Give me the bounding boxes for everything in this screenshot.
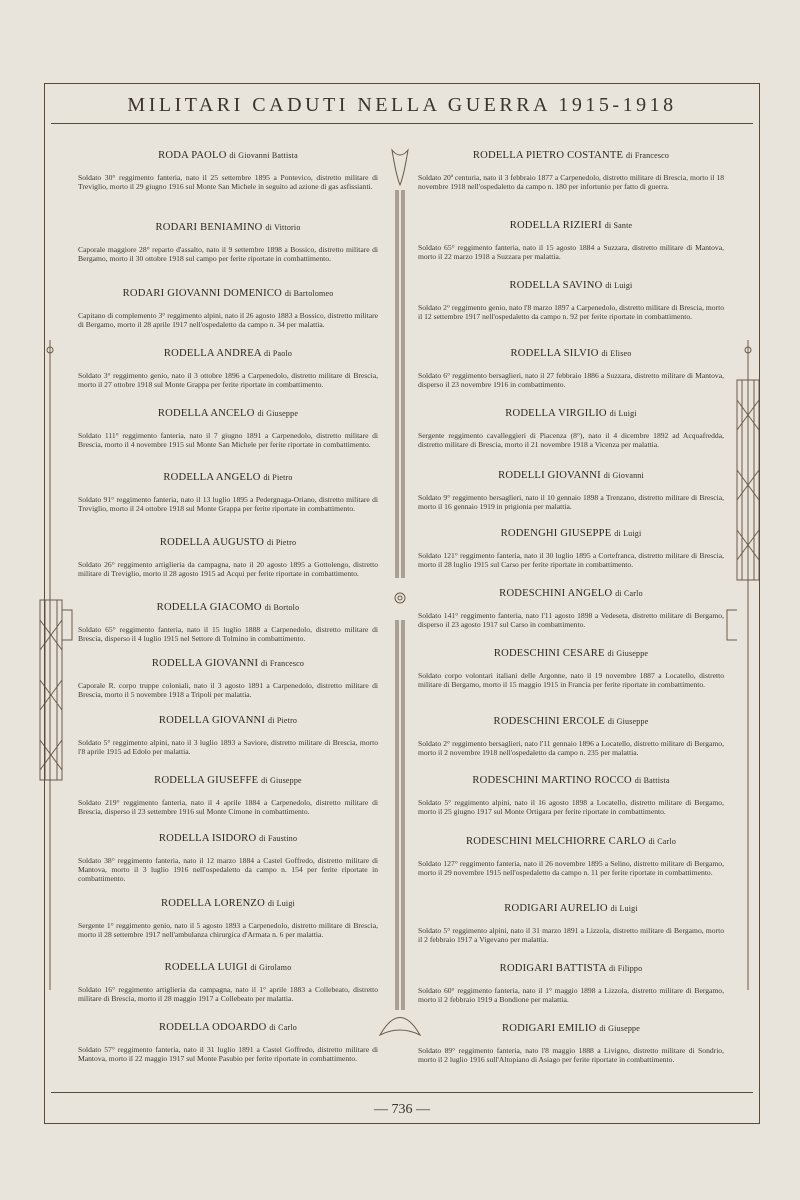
entry-text: Capitano di complemento 3° reggimento alpini, nato il 26 agosto 1883 a Bossico, distretto militare di Bergamo, morto il 28 aprile 1917 nell'ospedaletto da campo n. 34 per malattia. [78,311,378,330]
page-number: — 736 — [374,1102,430,1117]
entry-text: Caporale R. corpo truppe coloniali, nato il 3 agosto 1891 a Carpenedolo, distretto militare di Brescia, morto il 5 novembre 1918 a Tripoli per malattia. [78,681,378,700]
entry-name: RODESCHINI CESARE di Giuseppe [493,648,649,659]
list-item [78,288,378,329]
entry-name: RODELLA GIUSEFFE di Giuseppe [154,775,302,786]
entry-text: Soldato 91° reggimento fanteria, nato il 13 luglio 1895 a Pedergnaga-Oriano, distretto militare di Treviglio, morto il 24 ottobre 1918 sul Monte Grappa per ferite riportate in combattimento. [78,495,378,514]
entry-text: Soldato 16° reggimento artiglieria da campagna, nato il 1° aprile 1883 a Collebeato, distretto militare di Brescia, morto il 28 maggio 1917 a Collebeato per malattia. [78,985,378,1004]
footer-divider [51,1092,753,1093]
page-title: MILITARI CADUTI NELLA GUERRA 1915-1918 [127,94,677,116]
entry-name: RODELLA GIOVANNI di Pietro [158,715,298,726]
list-item [78,348,378,389]
list-item [78,1022,378,1063]
entry-name: RODARI GIOVANNI DOMENICO di Bartolomeo [122,288,334,299]
entry-text: Soldato corpo volontari italiani delle Argonne, nato il 19 novembre 1887 a Locatello, distretto militare di Bergamo, morto il 15 maggio 1915 in Francia per ferite riportate in combattimento. [418,671,724,690]
entry-text: Soldato 5° reggimento alpini, nato il 16 agosto 1898 a Locatello, distretto militare di Bergamo, morto il 25 giugno 1917 sul Monte Ortigara per ferite riportate in combattimento. [418,798,724,817]
list-item [418,836,724,877]
entry-name: RODELLA GIACOMO di Bortolo [156,602,300,613]
entry-name: RODELLA LUIGI di Girolamo [164,962,292,973]
entry-text: Soldato 2° reggimento bersaglieri, nato l'11 gennaio 1896 a Locatello, distretto militare di Bergamo, morto il 2 novembre 1918 nell'ospedaletto da campo n. 235 per malattia. [418,739,724,758]
entry-name: RODIGARI BATTISTA di Filippo [499,963,643,974]
list-item [78,658,378,699]
entry-name: RODESCHINI MARTINO ROCCO di Battista [472,775,670,786]
list-item [78,472,378,513]
entry-name: RODELLA GIOVANNI di Francesco [151,658,305,669]
entry-text: Soldato 141° reggimento fanteria, nato l'11 agosto 1898 a Vedeseta, distretto militare di Bergamo, disperso il 23 agosto 1917 sul Carso in combattimento. [418,611,724,630]
entry-text: Soldato 57° reggimento fanteria, nato il 31 luglio 1891 a Castel Goffredo, distretto militare di Mantova, morto il 22 maggio 1917 sul Monte Pasubio per ferite riportate in combattimento. [78,1045,378,1064]
list-item [418,588,724,629]
title-divider [51,123,753,124]
entry-name: RODELLA LORENZO di Luigi [161,898,295,909]
entry-name: RODELLA AUGUSTO di Pietro [159,537,297,548]
list-item [418,220,724,261]
entry-text: Soldato 89° reggimento fanteria, nato l'8 maggio 1888 a Livigno, distretto militare di Sondrio, morto il 2 luglio 1916 sull'Altopiano di Asiago per ferite riportate in combattimento. [418,1046,724,1065]
entry-name: RODELLA ANGELO di Pietro [163,472,293,483]
list-item [418,348,724,389]
entry-text: Soldato 9° reggimento bersaglieri, nato il 10 gennaio 1898 a Trenzano, distretto militare di Brescia, morto il 16 gennaio 1919 in prigionia per malattia. [418,493,724,512]
entry-name: RODARI BENIAMINO di Vittorio [155,222,301,233]
entry-name: RODELLA RIZIERI di Sante [509,220,633,231]
entry-text: Soldato 20ª centuria, nato il 3 febbraio 1877 a Carpenedolo, distretto militare di Brescia, morto il 18 novembre 1918 nell'ospedaletto da campo n. 180 per infortunio per fatto di guerra. [418,173,724,192]
entry-text: Soldato 38° reggimento fanteria, nato il 12 marzo 1884 a Castel Goffredo, distretto militare di Mantova, morto il 3 luglio 1916 nell'ospedaletto da campo n. 154 per ferite riportate in combattimento. [78,856,378,884]
entry-name: RODIGARI EMILIO di Giuseppe [501,1023,640,1034]
entry-name: RODELLA SILVIO di Eliseo [510,348,632,359]
entry-name: RODESCHINI ANGELO di Carlo [499,588,643,599]
list-item [418,528,724,569]
entry-name: RODELLA ANCELO di Giuseppe [157,408,299,419]
entry-text: Sergente reggimento cavalleggieri di Piacenza (8°), nato il 4 dicembre 1892 ad Acquafredda, distretto militare di Brescia, morto il 21 novembre 1918 a Vicenza per malattia. [418,431,724,450]
list-item [78,715,378,756]
list-item [78,150,378,191]
entry-name: RODELLI GIOVANNI di Giovanni [498,470,644,481]
entry-text: Soldato 219° reggimento fanteria, nato il 4 aprile 1884 a Carpenedolo, distretto militare di Brescia, disperso il 23 settembre 1916 sul Monte Cimone in combattimento. [78,798,378,817]
entry-name: RODENGHI GIUSEPPE di Luigi [500,528,642,539]
list-item [78,833,378,884]
list-item [418,648,724,689]
entry-text: Soldato 30° reggimento fanteria, nato il 25 settembre 1895 a Pontevico, distretto militare di Treviglio, morto il 29 giugno 1916 sul Monte San Michele in seguito ad azione di gas asfissianti. [78,173,378,192]
entry-text: Soldato 65° reggimento fanteria, nato il 15 luglio 1888 a Carpenedolo, distretto militare di Brescia, disperso il 4 luglio 1915 nel Settore di Tolmino in combattimento. [78,625,378,644]
list-item [78,775,378,816]
entry-name: RODELLA VIRGILIO di Luigi [505,408,637,419]
list-item [78,898,378,939]
list-item [418,963,724,1004]
entry-name: RODESCHINI MELCHIORRE CARLO di Carlo [465,836,677,847]
entry-text: Caporale maggiore 28° reparto d'assalto, nato il 9 settembre 1898 a Bossico, distretto militare di Bergamo, morto il 30 ottobre 1918 sul campo per ferite riportate in combattimento. [78,245,378,264]
entry-name: RODESCHINI ERCOLE di Giuseppe [493,716,649,727]
entry-text: Soldato 2° reggimento genio, nato l'8 marzo 1897 a Carpenedolo, distretto militare di Brescia, morto il 12 settembre 1917 nell'ospedaletto da campo n. 92 per ferite riportate in combattimento. [418,303,724,322]
list-item [418,716,724,757]
entry-name: RODELLA ANDREA di Paolo [163,348,293,359]
list-item [78,408,378,449]
entry-text: Soldato 127° reggimento fanteria, nato il 26 novembre 1895 a Selino, distretto militare di Bergamo, morto il 29 novembre 1915 nell'ospedaletto da campo n. 11 per ferite riportate in combattimento. [418,859,724,878]
entry-text: Soldato 121° reggimento fanteria, nato il 30 luglio 1895 a Cortefranca, distretto militare di Brescia, morto il 28 luglio 1915 sul Carso per ferite riportate in combattimento. [418,551,724,570]
entry-name: RODELLA SAVINO di Luigi [509,280,633,291]
entry-text: Soldato 5° reggimento alpini, nato il 3 luglio 1893 a Saviore, distretto militare di Brescia, morto l'8 aprile 1915 ad Edolo per malattia. [78,738,378,757]
list-item [418,150,724,191]
list-item [418,408,724,449]
entry-name: RODA PAOLO di Giovanni Battista [158,150,298,161]
entry-text: Soldato 3° reggimento genio, nato il 3 ottobre 1896 a Carpenedolo, distretto militare di Brescia, morto il 27 ottobre 1918 sul Monte Grappa per ferite riportate in combattimento. [78,371,378,390]
list-item [418,470,724,511]
list-item [78,602,378,643]
entry-text: Soldato 6° reggimento bersaglieri, nato il 27 febbraio 1886 a Suzzara, distretto militare di Mantova, disperso il 23 novembre 1916 in combattimento. [418,371,724,390]
list-item [418,775,724,816]
entry-text: Soldato 60° reggimento fanteria, nato il 1° maggio 1898 a Lizzola, distretto militare di Bergamo, morto il 2 febbraio 1919 a Bondione per malattia. [418,986,724,1005]
entry-name: RODELLA ODOARDO di Carlo [159,1022,297,1033]
entry-text: Sergente 1° reggimento genio, nato il 5 agosto 1893 a Carpenedolo, distretto militare di Brescia, morto il 28 settembre 1917 nell'ambulanza chirurgica d'Armata n. 6 per malattia. [78,921,378,940]
list-item [78,222,378,263]
entry-name: RODIGARI AURELIO di Luigi [504,903,638,914]
entry-text: Soldato 111° reggimento fanteria, nato il 7 giugno 1891 a Carpenedolo, distretto militare di Brescia, morto il 4 novembre 1915 sul Monte San Michele per ferite riportate in combattimento. [78,431,378,450]
list-item [78,962,378,1003]
entry-name: RODELLA PIETRO COSTANTE di Francesco [472,150,670,161]
entry-text: Soldato 26° reggimento artiglieria da campagna, nato il 20 agosto 1895 a Gottolengo, distretto militare di Treviglio, morto il 28 agosto 1915 ad Acqui per ferite riportate in combattimento. [78,560,378,579]
list-item [78,537,378,578]
list-item [418,280,724,321]
list-item [418,1023,724,1064]
entry-text: Soldato 65° reggimento fanteria, nato il 15 agosto 1884 a Suzzara, distretto militare di Mantova, morto il 22 marzo 1918 a Suzzara per malattia. [418,243,724,262]
list-item [418,903,724,944]
entry-text: Soldato 5° reggimento alpini, nato il 31 marzo 1891 a Lizzola, distretto militare di Bergamo, morto il 2 febbraio 1917 a Vigevano per malattia. [418,926,724,945]
entry-name: RODELLA ISIDORO di Faustino [158,833,298,844]
